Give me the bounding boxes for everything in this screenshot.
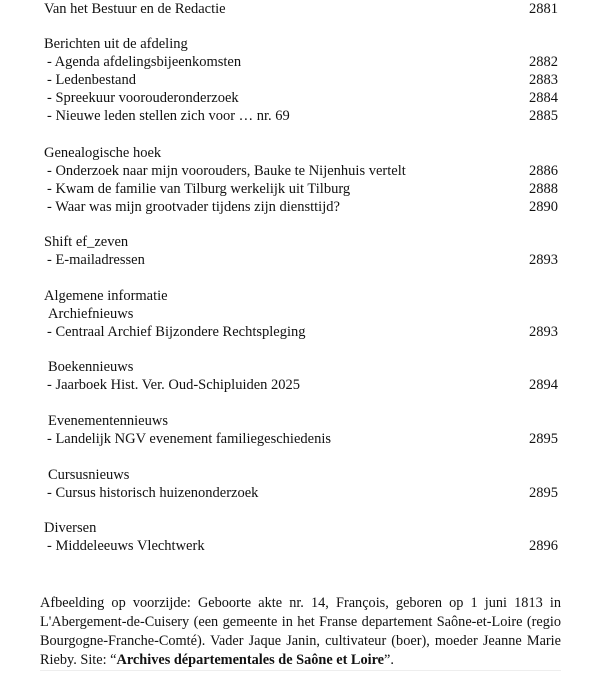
toc-entry-title: - Nieuwe leden stellen zich voor … nr. 69	[47, 108, 290, 124]
toc-entry-title: Berichten uit de afdeling	[44, 36, 188, 52]
toc-entry	[44, 251, 558, 269]
toc-entry-title: Genealogische hoek	[44, 145, 162, 161]
toc-entry-title: Van het Bestuur en de Redactie	[44, 1, 226, 17]
toc-entry-title: - Cursus historisch huizenonderzoek	[47, 485, 259, 501]
toc-entry	[44, 376, 558, 394]
caption-text: Afbeelding op voorzijde: Geboorte akte nr. 14, François, geboren op 1 juni 1813 in L'Abergement-de-Cuisery (een gemeente in het Franse departement Saône-et-Loire (regio Bourgogne-Franche-Comté). Vader Jaque Janin, cultivateur (boer), moeder Jeanne Marie Rieby. Site: “	[40, 595, 561, 668]
toc-entry	[44, 323, 558, 341]
toc-entry-title: - Ledenbestand	[47, 72, 136, 88]
toc-entry-title: - E-mailadressen	[47, 252, 145, 268]
toc-heading	[44, 233, 558, 251]
toc-entry-page: 2894	[529, 377, 558, 393]
toc-entry	[44, 89, 558, 107]
toc-entry-title: - Centraal Archief Bijzondere Rechtspleging	[47, 324, 306, 340]
toc-entry-page: 2885	[529, 108, 558, 124]
toc-entry-page: 2896	[529, 538, 558, 554]
cover-caption	[40, 594, 561, 670]
toc-entry-title: Boekennieuws	[48, 359, 134, 375]
toc-entry-title: - Kwam de familie van Tilburg werkelijk uit Tilburg	[47, 181, 351, 197]
toc-entry-page: 2893	[529, 324, 558, 340]
toc-heading	[44, 35, 558, 53]
toc-entry	[44, 484, 558, 502]
toc-heading	[44, 287, 558, 305]
toc-entry-title: Evenementennieuws	[48, 413, 168, 429]
toc-entry-title: - Waar was mijn grootvader tijdens zijn diensttijd?	[47, 199, 340, 215]
toc-entry-page: 2890	[529, 199, 558, 215]
toc-entry-page: 2886	[529, 163, 558, 179]
toc-entry-title: Shift ef_zeven	[44, 234, 129, 250]
toc-entry-page: 2895	[529, 431, 558, 447]
toc-entry-title: - Agenda afdelingsbijeenkomsten	[47, 54, 242, 70]
toc-heading	[44, 144, 558, 162]
toc-entry	[44, 107, 558, 125]
divider	[40, 670, 561, 671]
toc-entry-title: - Spreekuur voorouderonderzoek	[47, 90, 239, 106]
toc-entry-page: 2893	[529, 252, 558, 268]
toc-entry	[44, 180, 558, 198]
toc-entry-page: 2882	[529, 54, 558, 70]
toc-entry-title: - Jaarboek Hist. Ver. Oud-Schipluiden 2025	[47, 377, 301, 393]
toc-subheading	[44, 466, 558, 484]
toc-entry	[44, 0, 558, 18]
toc-entry	[44, 53, 558, 71]
toc-subheading	[44, 305, 558, 323]
toc-entry-title: - Onderzoek naar mijn voorouders, Bauke te Nijenhuis vertelt	[47, 163, 406, 179]
toc-entry-title: Diversen	[44, 520, 97, 536]
toc-entry-page: 2884	[529, 90, 558, 106]
toc-entry-page: 2895	[529, 485, 558, 501]
toc-subheading	[44, 358, 558, 376]
toc-entry	[44, 537, 558, 555]
toc-entry	[44, 71, 558, 89]
toc-entry-page: 2881	[529, 1, 558, 17]
toc-entry	[44, 430, 558, 448]
caption-end: ”.	[384, 652, 394, 668]
toc-subheading	[44, 412, 558, 430]
toc-entry-title: Archiefnieuws	[48, 306, 134, 322]
toc-entry	[44, 162, 558, 180]
toc-heading	[44, 519, 558, 537]
toc-entry-title: - Middeleeuws Vlechtwerk	[47, 538, 205, 554]
toc-entry-title: Cursusnieuws	[48, 467, 130, 483]
caption-source: Archives départementales de Saône et Loire	[116, 652, 385, 668]
toc-entry-page: 2883	[529, 72, 558, 88]
toc-entry-title: Algemene informatie	[44, 288, 168, 304]
toc-entry-title: - Landelijk NGV evenement familiegeschiedenis	[47, 431, 331, 447]
toc-entry-page: 2888	[529, 181, 558, 197]
toc-entry	[44, 198, 558, 216]
